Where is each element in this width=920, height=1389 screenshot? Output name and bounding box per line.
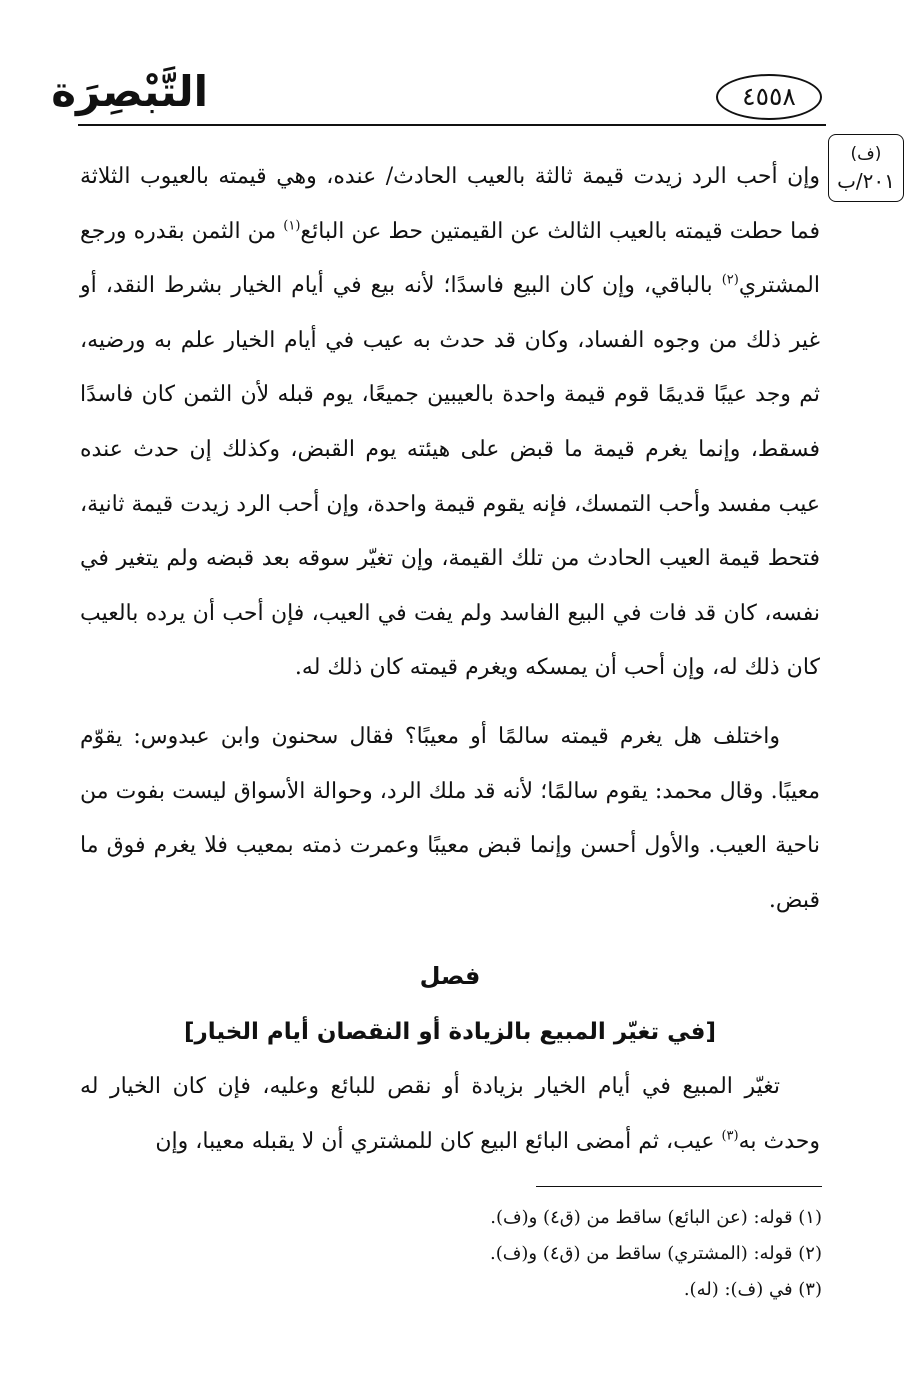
footnote-ref-1[interactable]: (١) — [283, 218, 301, 234]
main-text — [80, 150, 820, 1170]
footnote-ref-2[interactable]: (٢) — [721, 272, 739, 288]
paragraph-3 — [80, 1060, 820, 1169]
section-subtitle: [في تغيّر المبيع بالزيادة أو النقصان أيام الخيار] — [184, 1019, 716, 1046]
footnotes — [80, 1200, 822, 1308]
section-title: فصل — [419, 962, 481, 991]
paragraph-1-part-c: بالباقي، وإن كان البيع فاسدًا؛ لأنه بيع في أيام الخيار بشرط النقد، أو غير ذلك من وجوه الفساد، وكان قد حدث به عيب في أيام الخيار علم به ورضيه، ثم وجد عيبًا قديمًا قوم قيمة واحدة بالعيبين جميعًا، يوم قبله لأن الثمن كان فاسدًا فسقط، وإنما يغرم قيمة ما قبض على هيئته يوم القبض، وكذلك إن حدث عنده عيب مفسد وأحب التمسك، فإنه يقوم قيمة واحدة، وإن أحب الرد زيدت قيمة ثانية، فتحط قيمة العيب الحادث من تلك القيمة، وإن تغيّر سوقه بعد قبضه ولم يتغير في نفسه، كان قد فات في البيع الفاسد ولم يفت في العيب، فإن أحب أن يرده بالعيب كان ذلك له، وإن أحب أن يمسكه ويغرم قيمته كان ذلك له. — [80, 273, 821, 681]
footnote-1: (١) قوله: (عن البائع) ساقط من (ق٤) و(ف). — [490, 1207, 822, 1228]
paragraph-3-part-a: تغيّر المبيع في أيام الخيار بزيادة أو نقص للبائع وعليه، فإن كان الخيار له وحدث به — [80, 1074, 820, 1154]
manuscript-margin-note — [828, 134, 904, 202]
footnote-separator — [536, 1186, 822, 1187]
paragraph-1-part-a: وإن أحب الرد زيدت قيمة ثالثة بالعيب الحادث/ عنده، وهي قيمته بالعيوب الثلاثة فما حطت قيمته بالعيب الثالث عن القيمتين حط عن البائع — [80, 164, 821, 244]
footnote-3: (٣) في (ف): (له). — [683, 1279, 822, 1300]
margin-note-folio: ٢٠١/ب — [837, 169, 895, 193]
margin-note-source: (ف) — [850, 144, 882, 164]
paragraph-3-part-b: عيب، ثم أمضى البائع البيع كان للمشتري أن لا يقبله معيبا، وإن — [155, 1128, 722, 1154]
page-number: ٤٥٥٨ — [716, 74, 822, 120]
book-title: التَّبْصِرَة — [51, 67, 208, 116]
paragraph-2: واختلف هل يغرم قيمته سالمًا أو معيبًا؟ فقال سحنون وابن عبدوس: يقوّم معيبًا. وقال محمد: يقوم سالمًا؛ لأنه قد ملك الرد، وحوالة الأسواق ليست بفوت من ناحية العيب. والأول أحسن وإنما قبض معيبًا وعمرت ذمته بمعيب فلا يغرم فوق ما قبض. — [80, 723, 820, 913]
footnote-ref-3[interactable]: (٣) — [721, 1128, 739, 1144]
footnote-2: (٢) قوله: (المشتري) ساقط من (ق٤) و(ف). — [489, 1243, 822, 1264]
paragraph-1-part-b: من الثمن بقدره ورجع المشتري — [80, 218, 820, 299]
header-rule — [78, 124, 826, 126]
paragraph-1 — [80, 150, 820, 696]
